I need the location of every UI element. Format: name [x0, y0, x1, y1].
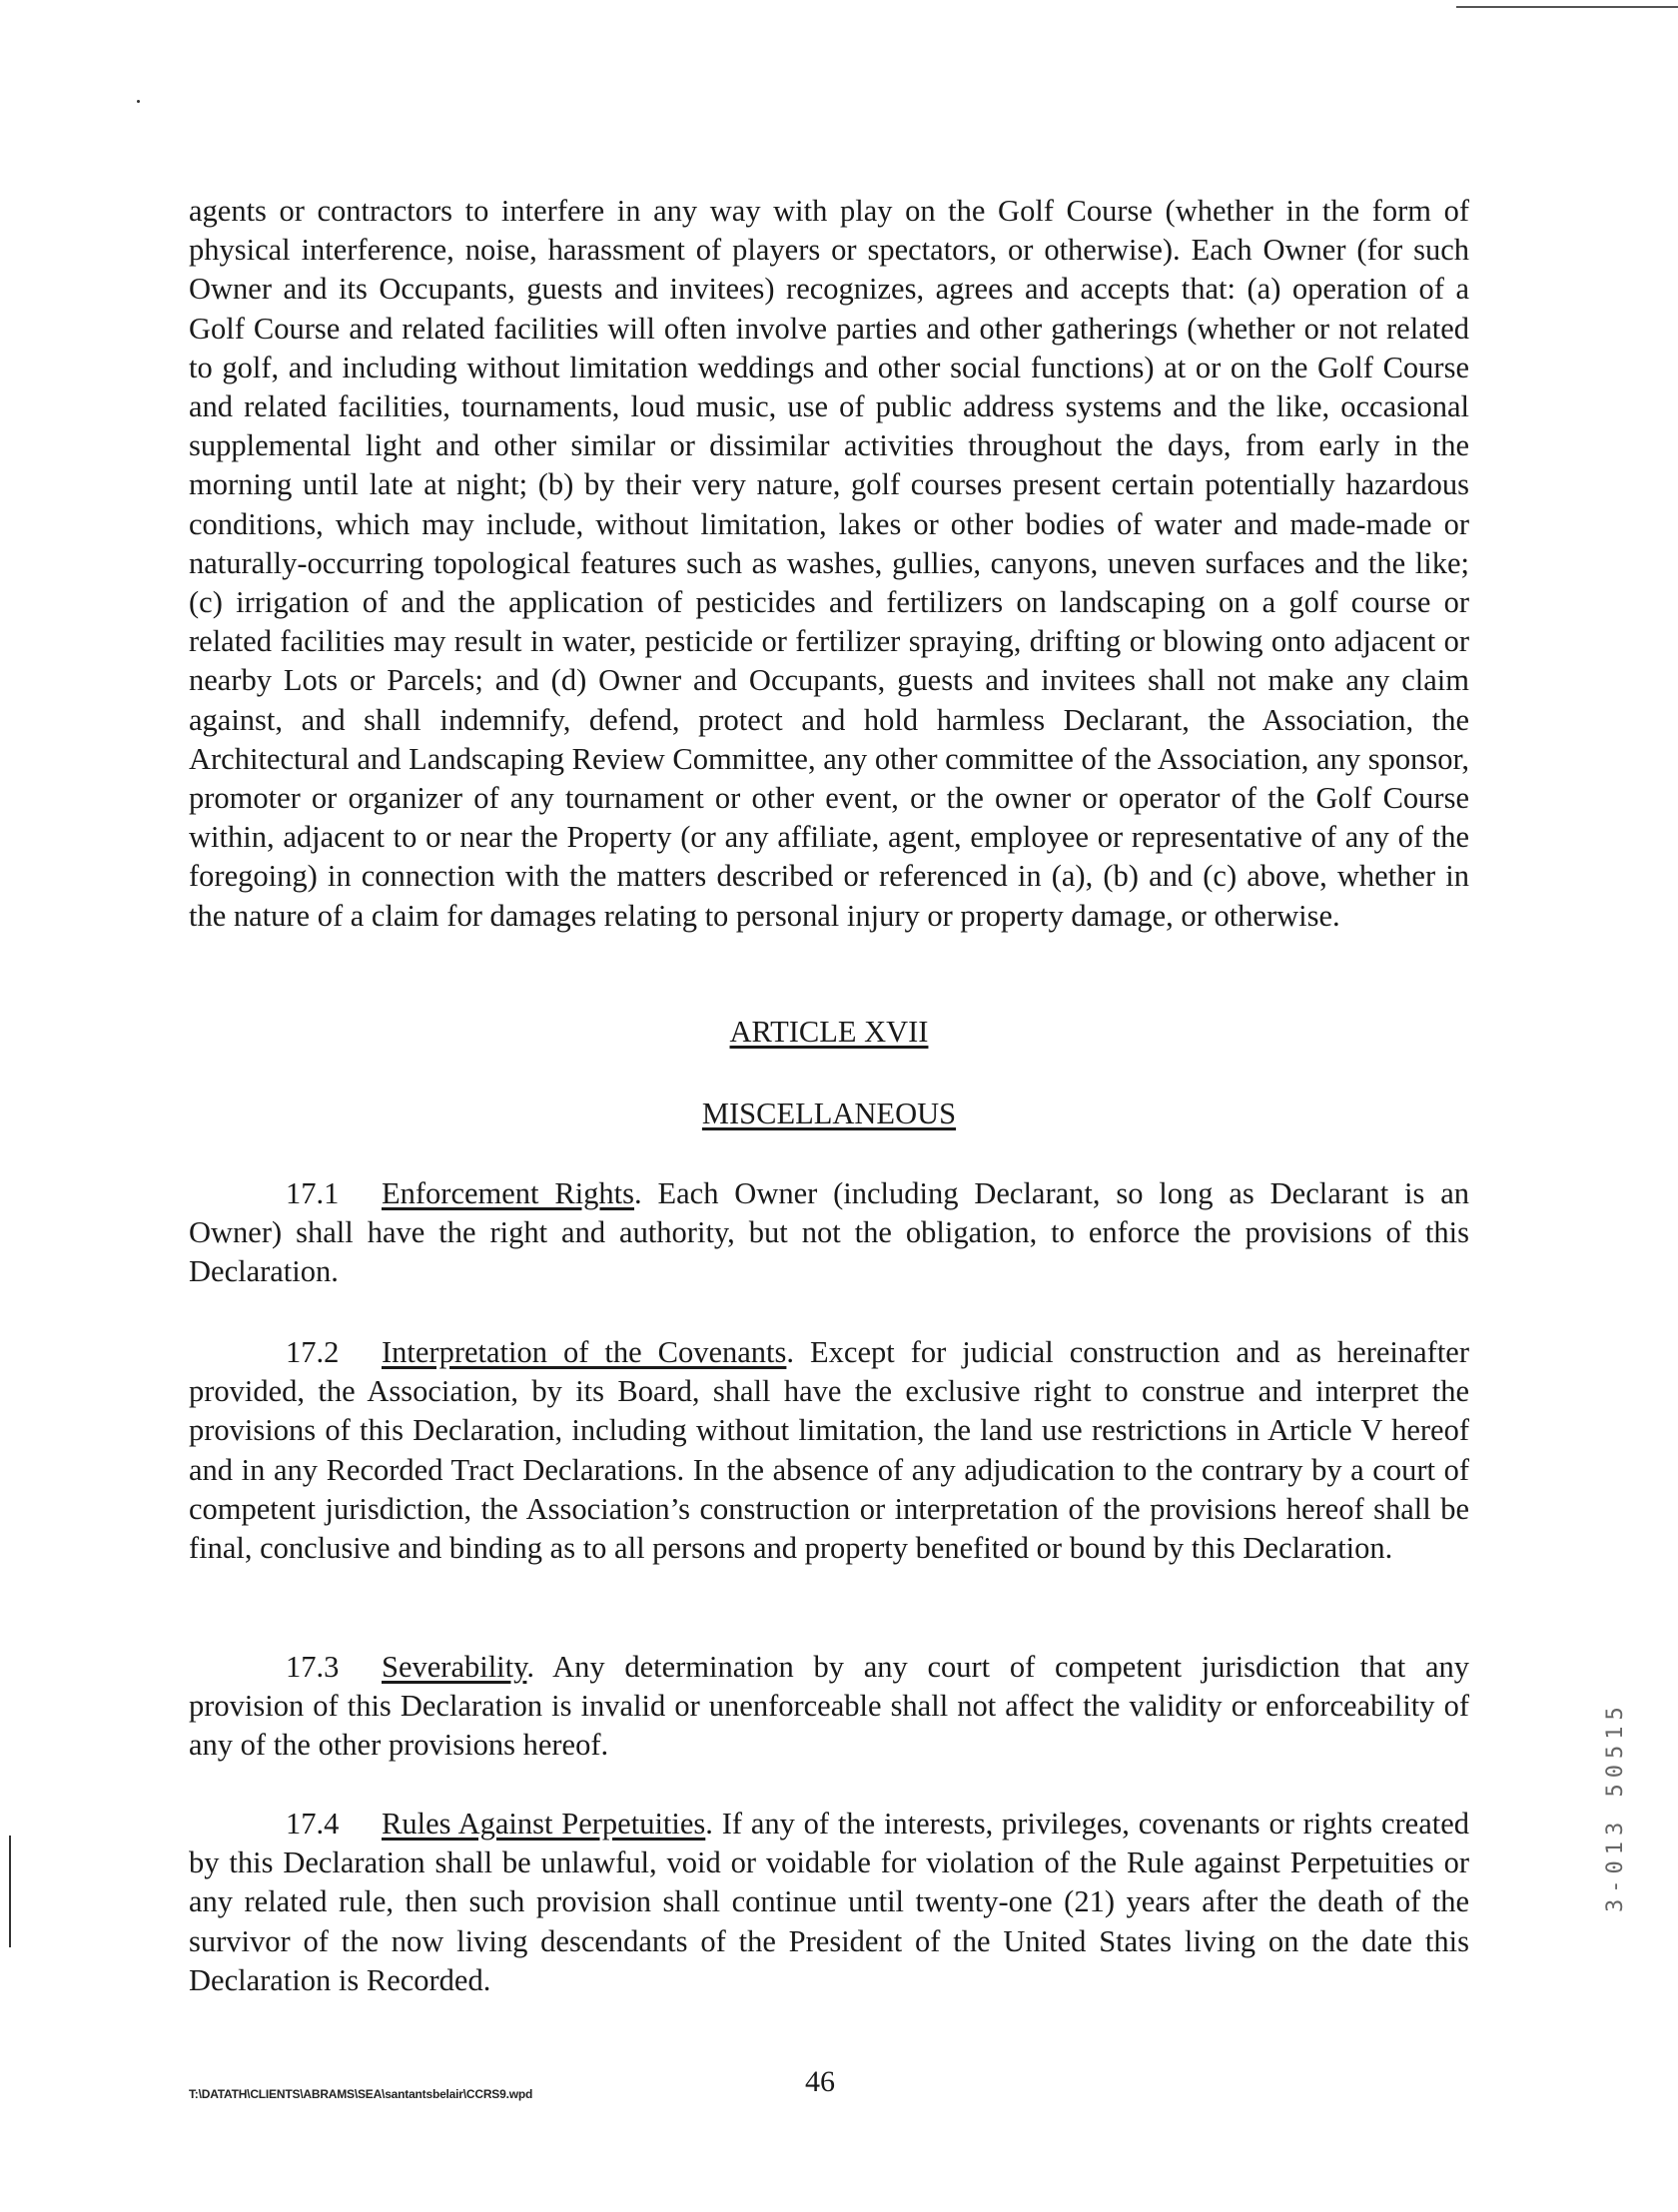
article-heading	[189, 1013, 1469, 1052]
section-title: Rules Against Perpetuities	[382, 1807, 706, 1841]
section-text: . If any of the interests, privileges, covenants or rights created by this Declaration shall be unlawful, void or voidable for violation of the Rule against Perpetuities or any related rule, then such provision shall continue until twenty-one (21) years after the death of the survivor of the now living descendants of the President of the United States living on the date this Declaration is Recorded.	[189, 1807, 1469, 1997]
scan-edge-line	[1456, 6, 1678, 8]
article-number: ARTICLE XVII	[729, 1015, 929, 1049]
file-path-footer: T:\DATATH\CLIENTS\ABRAMS\SEA\santantsbelair\CCRS9.wpd	[189, 2087, 533, 2101]
scan-speck	[137, 100, 140, 103]
section-17-3	[189, 1648, 1469, 1766]
continued-paragraph: agents or contractors to interfere in any way with play on the Golf Course (whether in the form of physical interference, noise, harassment of players or spectators, or otherwise). Each Owner (for such Owner and its Occupants, guests and invitees) recognizes, agrees and accepts that: (a) operation of a Golf Course and related facilities will often involve parties and other gatherings (whether or not related to golf, and including without limitation weddings and other social functions) at or on the Golf Course and related facilities, tournaments, loud music, use of public address systems and the like, occasional supplemental light and other similar or dissimilar activities throughout the days, from early in the morning until late at night; (b) by their very nature, golf courses present certain potentially hazardous conditions, which may include, without limitation, lakes or other bodies of water and made-made or naturally-occurring topological features such as washes, gullies, canyons, uneven surfaces and the like; (c) irrigation of and the application of pesticides and fertilizers on landscaping on a golf course or related facilities may result in water, pesticide or fertilizer spraying, drifting or blowing onto adjacent or nearby Lots or Parcels; and (d) Owner and Occupants, guests and invitees shall not make any claim against, and shall indemnify, defend, protect and hold harmless Declarant, the Association, the Architectural and Landscaping Review Committee, any other committee of the Association, any sponsor, promoter or organizer of any tournament or other event, or the owner or operator of the Golf Course within, adjacent to or near the Property (or any affiliate, agent, employee or representative of any of the foregoing) in connection with the matters described or referenced in (a), (b) and (c) above, whether in the nature of a claim for damages relating to personal injury or property damage, or otherwise.	[189, 194, 1469, 933]
article-title-text: MISCELLANEOUS	[701, 1097, 957, 1130]
section-text: . Except for judicial construction and as hereinafter provided, the Association, by its Board, shall have the exclusive right to construe and interpret the provisions of this Declaration, including without limitation, the land use restrictions in Article V hereof and in any Recorded Tract Declarations. In the absence of any adjudication to the contrary by a court of competent jurisdiction, the Association’s construction or interpretation of the provisions hereof shall be final, conclusive and binding as to all persons and property benefited or bound by this Declaration.	[189, 1335, 1469, 1566]
margin-mark	[9, 1836, 11, 1947]
section-title: Interpretation of the Covenants	[382, 1335, 787, 1369]
article-title	[189, 1095, 1469, 1133]
section-text: . Any determination by any court of competent jurisdiction that any provision of this Declaration is invalid or unenforceable shall not affect the validity or enforceability of any of the other provisions hereof.	[189, 1650, 1469, 1763]
section-17-2	[189, 1333, 1469, 1568]
section-title: Enforcement Rights	[382, 1176, 635, 1210]
section-title: Severability	[382, 1650, 527, 1684]
section-text: . Each Owner (including Declarant, so long as Declarant is an Owner) shall have the right and authority, but not the obligation, to enforce the provisions of this Declaration.	[189, 1176, 1469, 1289]
recording-stamp: 3-013 50515	[1603, 1701, 1628, 1912]
section-number: 17.2	[286, 1335, 340, 1369]
section-number: 17.4	[286, 1807, 340, 1841]
section-number: 17.3	[286, 1650, 340, 1684]
section-17-1	[189, 1174, 1469, 1292]
section-17-4	[189, 1805, 1469, 2000]
page-number: 46	[805, 2065, 835, 2098]
section-number: 17.1	[286, 1176, 340, 1210]
